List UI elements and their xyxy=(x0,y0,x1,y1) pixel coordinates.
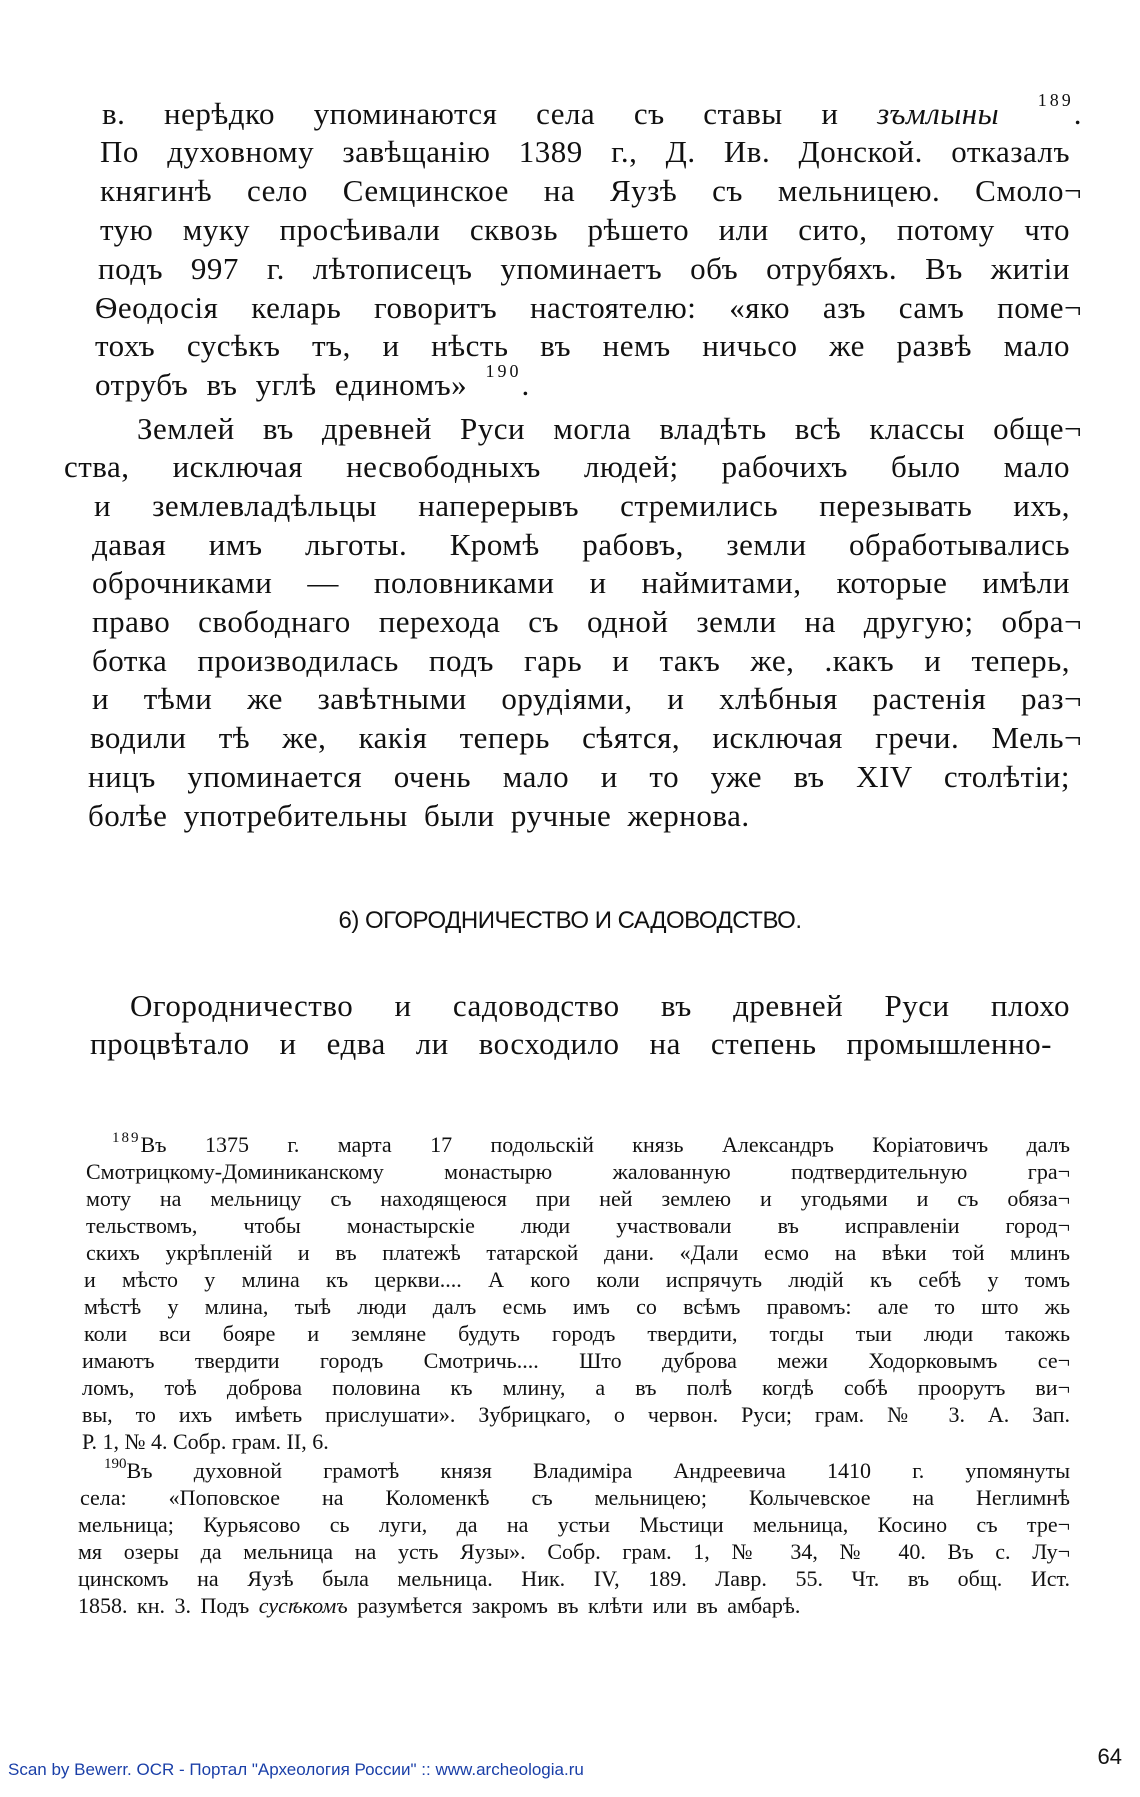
text-run: разумѣется закромъ въ клѣти или въ амбарѣ. xyxy=(357,1593,801,1618)
footnote-marker-190: 190 xyxy=(104,1456,127,1472)
text-run: Въ духовной грамотѣ князя Владиміра Андреевича 1410 г. упомянуты xyxy=(126,1458,1070,1483)
body-line: болѣе употребительны были ручные жернова. xyxy=(88,798,750,833)
footnote-line xyxy=(104,1458,1070,1484)
section-heading: 6) ОГОРОДНИЧЕСТВО И САДОВОДСТВО. xyxy=(338,907,802,934)
body-line: подъ 997 г. лѣтописецъ упоминаетъ объ отрубяхъ. Въ житіи xyxy=(98,251,1070,286)
body-line: ницъ упоминается очень мало и то уже въ XIV столѣтіи; xyxy=(88,759,1070,794)
text-run: в. нерѣдко упоминаются села съ ставы и xyxy=(102,96,839,131)
footnote-line: мельница; Курьясово сь луги, да на устьи Мьстици мельница, Косино съ тре¬ xyxy=(78,1512,1070,1537)
body-line: тую муку просѣивали сквозь рѣшето или сито, потому что xyxy=(100,212,1070,247)
footnote-line: мя озеры да мельница на усть Яузы». Собр. грам. 1, № 34, № 40. Въ с. Лу¬ xyxy=(78,1539,1070,1564)
footnote-line: вы, то ихъ имѣеть прислушати». Зубрицкаго, о червон. Руси; грам. № 3. А. Зап. xyxy=(82,1402,1070,1427)
body-line: в. нерѣдко упоминаются села съ ставы и зъмлыны $^{189}$. xyxy=(102,90,1083,131)
body-line: отрубъ въ углѣ единомъ» $^{190}$. xyxy=(95,361,530,402)
footnote-marker-189: 189 xyxy=(112,1130,141,1146)
body-line: право свободнаго перехода съ одной земли на другую; обра¬ xyxy=(92,604,1082,639)
footnote-line: Р. 1, № 4. Собр. грам. II, 6. xyxy=(82,1429,329,1454)
footnote-line: села: «Поповское на Коломенкѣ съ мельницею; Колычевское на Неглимнѣ xyxy=(80,1485,1070,1510)
body-line: давая имъ льготы. Кромѣ рабовъ, земли обработывались xyxy=(92,527,1070,562)
footnote-ref-189: 189 xyxy=(1037,90,1074,110)
text-run: отрубъ въ углѣ единомъ» xyxy=(95,367,468,402)
footnote-line: скихъ укрѣпленій и въ платежѣ татарской дани. «Дали есмо на вѣки той млинъ xyxy=(86,1240,1070,1265)
body-line: и землевладѣльцы наперерывъ стремились перезывать ихъ, xyxy=(94,488,1070,523)
body-line: и тѣми же завѣтными орудіями, и хлѣбныя растенія раз¬ xyxy=(92,681,1082,716)
body-line: оброчниками — половниками и наймитами, которые имѣли xyxy=(92,565,1070,600)
body-line: тохъ сусѣкъ тъ, и нѣсть въ немъ ничьсо же развѣ мало xyxy=(95,328,1070,363)
page-number: 64 xyxy=(1097,1744,1122,1769)
body-line: По духовному завѣщанію 1389 г., Д. Ив. Донской. отказалъ xyxy=(100,134,1070,169)
italic-word: зъмлыны xyxy=(877,96,1000,131)
footnote-line xyxy=(78,1593,800,1619)
footnote-ref-190: 190 xyxy=(485,361,522,381)
text-run: Въ 1375 г. марта 17 подольскій князь Александръ Коріатовичъ далъ xyxy=(140,1132,1070,1157)
footnote-line: коли вси бояре и земляне будуть городъ твердити, тогды тыи люди такожь xyxy=(84,1321,1070,1346)
body-line: княгинѣ село Семцинское на Яузѣ съ мельницею. Смоло¬ xyxy=(100,173,1082,208)
footnote-line: тельствомъ, чтобы монастырскіе люди участвовали въ исправленіи город¬ xyxy=(86,1213,1070,1238)
footnote-line: и мѣсто у млина къ церкви.... А кого коли испрячуть людій къ себѣ у томъ xyxy=(84,1267,1070,1292)
footnote-line: мѣстѣ у млина, тыѣ люди далъ есмь имъ со всѣмъ правомъ: але то што жь xyxy=(84,1294,1070,1319)
footnote-line: ломъ, тоѣ доброва половина къ млину, а въ полѣ когдѣ собѣ проорутъ ви¬ xyxy=(82,1375,1070,1400)
footnote-line: Смотрицкому-Доминиканскому монастырю жалованную подтвердительную гра¬ xyxy=(86,1159,1070,1184)
scan-credit: Scan by Bewerr. OCR - Портал "Археология России" :: www.archeologia.ru xyxy=(8,1760,584,1779)
body-line: ства, исключая несвободныхъ людей; рабочихъ было мало xyxy=(64,449,1070,484)
body-line: Ѳеодосія келарь говоритъ настоятелю: «яко азъ самъ поме¬ xyxy=(95,290,1082,325)
footnote-line: цинскомъ на Яузѣ была мельница. Ник. IV, 189. Лавр. 55. Чт. въ общ. Ист. xyxy=(78,1566,1070,1591)
italic-word: сусѣкомъ xyxy=(258,1593,348,1618)
text-run: 1858. кн. 3. Подъ xyxy=(78,1593,250,1618)
body-line: Землей въ древней Руси могла владѣть всѣ классы обще¬ xyxy=(137,411,1082,446)
footnote-line: моту на мельницу съ находящеюся при ней землею и угодьями и съ обяза¬ xyxy=(86,1186,1070,1211)
body-line: Огородничество и садоводство въ древней Руси плохо xyxy=(130,988,1070,1023)
footnote-line: имаютъ твердити городъ Смотричь.... Што дуброва межи Ходорковымъ се¬ xyxy=(82,1348,1070,1373)
body-line: водили тѣ же, какія теперь сѣятся, исключая гречи. Мель¬ xyxy=(90,720,1082,755)
body-line: ботка производилась подъ гарь и такъ же, .какъ и теперь, xyxy=(92,643,1070,678)
footnote-line xyxy=(112,1132,1070,1158)
body-line: процвѣтало и едва ли восходило на степень промышленно- xyxy=(90,1026,1052,1061)
